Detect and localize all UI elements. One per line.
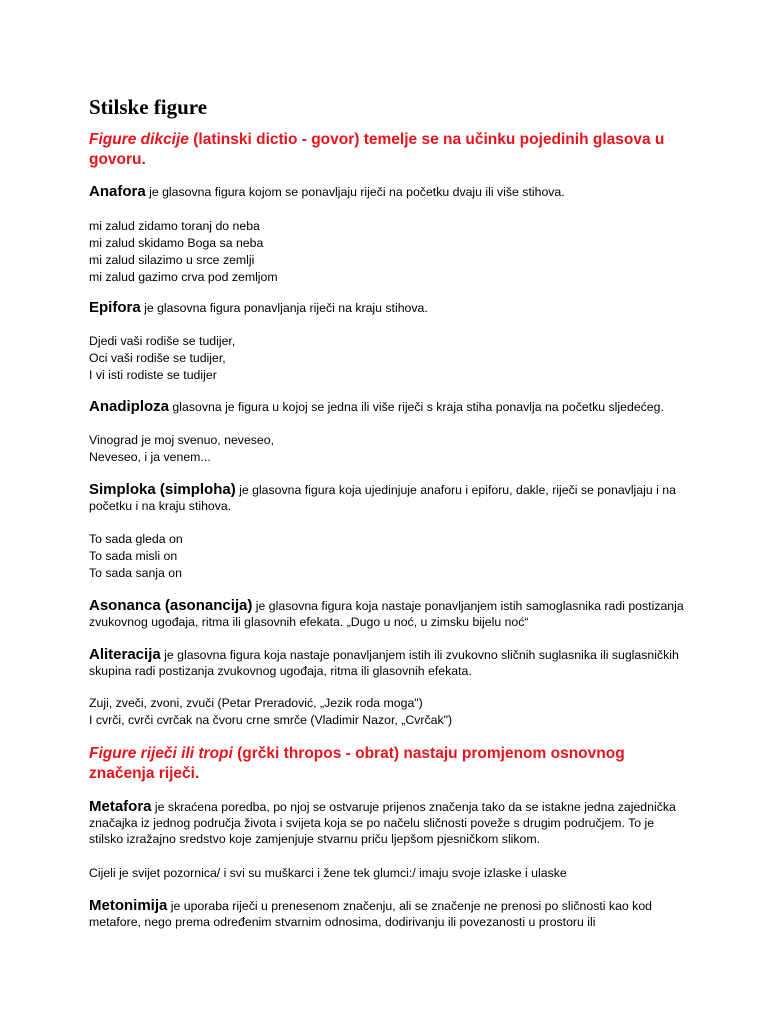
example-line: mi zalud skidamo Boga sa neba	[89, 236, 264, 250]
term-aliteracija: Aliteracija	[89, 646, 161, 663]
section-heading-figure-dikcije	[89, 130, 689, 170]
section-heading-text: (latinski dictio - govor) temelje se na učinku pojedinih glasova u govoru.	[89, 131, 665, 168]
term-metafora: Metafora	[89, 798, 152, 815]
definition-text: je skraćena poredba, po njoj se ostvaruje prijenos značenja tako da se istakne jedna zajednička značajka iz jednog područja života i svijeta koja se po načelu sličnosti poveže s drugim područjem. To je stilsko izražajno sredstvo koje zamjenjuje stvarnu priču ljepšom pjesničkom slikom.	[89, 800, 676, 846]
definition-epifora	[89, 300, 689, 316]
definition-anafora	[89, 184, 689, 200]
example-aliteracija	[89, 695, 689, 729]
example-anadiploza	[89, 432, 689, 466]
page-title: Stilske figure	[89, 95, 208, 119]
term-anadiploza: Anadiploza	[89, 398, 170, 415]
section-heading-emphasis: Figure dikcije	[89, 131, 189, 148]
example-line: To sada sanja on	[89, 566, 182, 580]
definition-text: je uporaba riječi u prenesenom značenju, ali se značenje ne prenosi po sličnosti kao kod metafore, nego prema određenim stvarnim odnosima, dodirivanju ili povezanosti u prostoru ili	[89, 899, 652, 929]
example-anafora	[89, 218, 689, 286]
example-line: I cvrči, cvrči cvrčak na čvoru crne smrče (Vladimir Nazor, „Cvrčak")	[89, 713, 453, 727]
example-line: Neveseo, i ja venem...	[89, 450, 211, 464]
example-line: To sada gleda on	[89, 532, 183, 546]
example-simploka	[89, 531, 689, 582]
term-simploka: Simploka (simploha)	[89, 481, 236, 498]
definition-metafora	[89, 799, 689, 847]
term-anafora: Anafora	[89, 183, 146, 200]
term-asonanca: Asonanca (asonancija)	[89, 597, 253, 614]
definition-text: je glasovna figura ponavljanja riječi na kraju stihova.	[140, 301, 428, 315]
example-line: mi zalud zidamo toranj do neba	[89, 219, 260, 233]
term-metonimija: Metonimija	[89, 897, 168, 914]
definition-text: je glasovna figura koja nastaje ponavljanjem istih samoglasnika radi postizanja zvukovnog ugođaja, ritma ili glasovnih efekata. „Dugo u noć, u zimsku bijelu noć“	[89, 599, 684, 629]
definition-anadiploza	[89, 399, 689, 415]
definition-simploka	[89, 482, 689, 514]
example-line: Cijeli je svijet pozornica/ i svi su muškarci i žene tek glumci:/ imaju svoje izlaske i ulaske	[89, 866, 567, 880]
example-line: To sada misli on	[89, 549, 178, 563]
section-heading-text: (grčki thropos - obrat) nastaju promjenom osnovnog značenja riječi.	[89, 745, 625, 782]
definition-text: je glasovna figura koja nastaje ponavljanjem istih ili zvukovno sličnih suglasnika ili suglasničkih skupina radi postizanja zvukovnog ugođaja, ritma ili glasovnih efekata.	[89, 648, 679, 678]
example-metafora	[89, 865, 689, 882]
definition-metonimija	[89, 898, 689, 930]
section-heading-figure-rijeci	[89, 744, 689, 784]
section-heading-emphasis: Figure riječi ili tropi	[89, 745, 233, 762]
example-epifora	[89, 333, 689, 384]
example-line: I vi isti rodiste se tudijer	[89, 368, 217, 382]
example-line: mi zalud gazimo crva pod zemljom	[89, 270, 278, 284]
definition-text: glasovna je figura u kojoj se jedna ili više riječi s kraja stiha ponavlja na početku sljedećeg.	[169, 400, 664, 414]
definition-asonanca	[89, 598, 689, 630]
example-line: mi zalud silazimo u srce zemlji	[89, 253, 255, 267]
example-line: Zuji, zveči, zvoni, zvuči (Petar Preradović, „Jezik roda moga")	[89, 696, 423, 710]
definition-aliteracija	[89, 647, 689, 679]
example-line: Vinograd je moj svenuo, neveseo,	[89, 433, 275, 447]
term-epifora: Epifora	[89, 299, 141, 316]
example-line: Djedi vaši rodiše se tudijer,	[89, 334, 236, 348]
example-line: Oci vaši rodiše se tudijer,	[89, 351, 226, 365]
definition-text: je glasovna figura kojom se ponavljaju riječi na početku dvaju ili više stihova.	[145, 185, 565, 199]
definition-text: je glasovna figura koja ujedinjuje anaforu i epiforu, dakle, riječi se ponavljaju i na početku i na kraju stihova.	[89, 483, 676, 513]
